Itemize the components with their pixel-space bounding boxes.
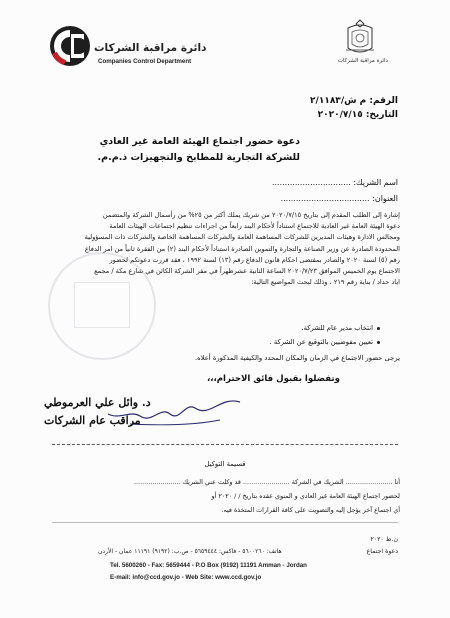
body-line: دعوة الهيئة العامة غير العادية للاجتماع استناداً لأحكام البند رابعاً من اجراءات تنظيم اجتماعات الهيئات العامة	[109, 222, 400, 231]
ccd-logo-icon	[48, 24, 92, 68]
body-line: اياد حداد / بناية رقم ٢١٩ ، وذلك لبحث المواضيع التالية:	[251, 278, 400, 287]
proxy-line: أنا ....................... الشريك في الشركة ....................... قد وكلت عني الشريك .......................	[133, 478, 400, 486]
footer-reference: ن.ط ٢٠٢٠	[370, 536, 398, 543]
proxy-slip-title: قسيمة التوكيل	[204, 460, 246, 468]
attendance-note: يرجى حضور الاجتماع في الزمان والمكان المحدد والكيفية المذكورة أعلاه.	[194, 354, 400, 362]
body-line: المحدودة الصادرة عن وزير الصناعة والتجارة والتموين الصادرة استناداً لأحكام البند (٢) من الفقرة ثانياً من امر الدفاع	[84, 244, 400, 253]
reference-number: الرقم: م ش/٢/١١٨٣	[310, 96, 398, 106]
footer-contact-arabic: هاتف: ٥٦٠٠٢٦٠ - فاكس: ٥٦٥٩٤٤٤ - ص.ب: (٩١٩٢) ١١١٩١ عمان - الأردن	[98, 548, 282, 555]
footer-contact-english: Tel. 5600260 - Fax: 5659444 - P.O Box (9192) 11191 Amman - Jordan	[110, 562, 307, 569]
body-line: رقم (٥) لسنة ٢٠٢٠ والصادر بمقتضى احكام قانون الدفاع رقم (١٣) لسنة ١٩٩٢ ، فقد قررت دعوتكم لحضور	[109, 255, 400, 264]
proxy-line: لحضور اجتماع الهيئة العامة غير العادي و المنوي عقده بتاريخ / / ٢٠٢٠ أو	[211, 492, 400, 500]
proxy-line: أي اجتماع آخر يؤجل إليه والتصويت على كافة القرارات المتخذة فيه.	[221, 506, 400, 514]
reference-date: التاريخ: ٢٠٢٠/٧/١٥	[317, 110, 398, 120]
crest-caption: دائرة مراقبة الشركات	[337, 58, 388, 64]
partner-address-field: العنوان: ...................................	[280, 194, 398, 203]
bullet-icon	[377, 327, 380, 330]
closing-line: وتفضلوا بقبول فائق الاحترام،،،	[206, 374, 340, 384]
agenda-item	[301, 324, 380, 332]
document-title-line-1: دعوة حضور اجتماع الهيئة العامة غير العادي	[99, 136, 300, 147]
signer-title: مراقب عام الشركات	[44, 414, 141, 427]
logo-text-english: Companies Control Department	[98, 58, 192, 65]
signer-name: د. وائل علي العرموطي	[44, 396, 151, 409]
footer-doc-type: دعوة اجتماع	[366, 548, 398, 555]
footer-email-website: E-mail: info@ccd.gov.jo - Web Site: www.ccd.gov.jo	[110, 574, 262, 581]
footer-divider	[52, 522, 398, 523]
logo-text-arabic: دائرة مراقبة الشركات	[94, 42, 207, 54]
body-paragraph	[42, 210, 400, 288]
section-divider	[52, 444, 398, 445]
body-line: ومجالس الادارة وهيئات المديرين للشركات المساهمة العامة والشركات المساهمة الخاصة والشركات ذات المسؤولية	[84, 233, 400, 242]
agenda-item	[270, 338, 380, 346]
agenda-item-text: انتخاب مدير عام للشركة.	[301, 324, 373, 332]
partner-name-field: اسم الشريك: ...............................	[271, 178, 398, 187]
document-title-line-2: للشركة التجارية للمطابخ والتجهيزات ذ.م.م.	[97, 152, 300, 163]
bullet-icon	[377, 341, 380, 344]
agenda-item-text: تعيين مفوضيين بالتوقيع عن الشركة .	[269, 338, 373, 346]
body-line: إشارة إلى الطلب المقدم إلى بتاريخ ٢٠٢٠/٧/١٥ من شريك يملك أكثر من ٢٥% من رأسمال الشركة والمتضمن	[102, 211, 400, 219]
official-stamp-inner	[74, 282, 130, 328]
jordan-crest-icon	[342, 18, 378, 56]
body-line: الاجتماع يوم الخميس الموافق ٢٠٢٠/٧/٢٣ الساعة الثانية عشرظهراً في مقر الشركة الكائن في شارع مكة / مجمع	[94, 266, 400, 275]
ccd-logo	[44, 18, 207, 80]
